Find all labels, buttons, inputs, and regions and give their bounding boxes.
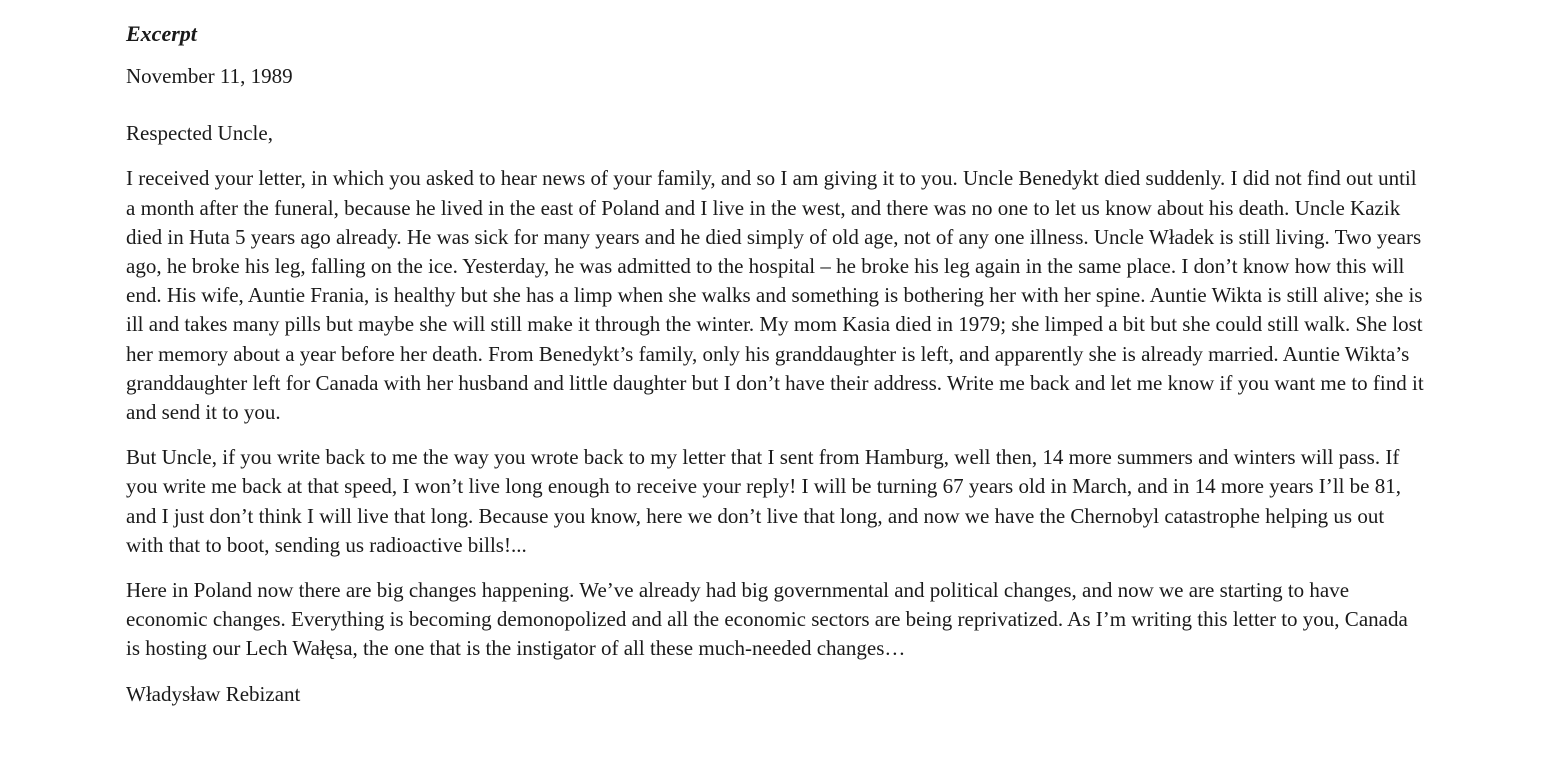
letter-excerpt [126, 18, 1426, 709]
paragraph-reply-request: But Uncle, if you write back to me the way you wrote back to my letter that I sent from Hamburg, well then, 14 more summers and winters will pass. If you write me back at that speed, I won’t live long enough to receive your reply! I will be turning 67 years old in March, and in 14 more years I’ll be 81, and I just don’t think I will live that long. Because you know, here we don’t live that long, and now we have the Chernobyl catastrophe helping us out with that to boot, sending us radioactive bills!... [126, 445, 1402, 557]
signature: Władysław Rebizant [126, 681, 301, 706]
paragraph-poland-changes: Here in Poland now there are big changes happening. We’ve already had big governmental and political changes, and now we are starting to have economic changes. Everything is becoming demonopolized and all the economic sectors are being reprivatized. As I’m writing this letter to you, Canada is hosting our Lech Wałęsa, the one that is the instigator of all these much-needed changes… [126, 578, 1408, 661]
letter-date: November 11, 1989 [126, 64, 293, 88]
paragraph-family-news: I received your letter, in which you asked to hear news of your family, and so I am giving it to you. Uncle Benedykt died suddenly. I did not find out until a month after the funeral, because he lived in the east of Poland and I live in the west, and there was no one to let us know about his death. Uncle Kazik died in Huta 5 years ago already. He was sick for many years and he died simply of old age, not of any one illness. Uncle Władek is still living. Two years ago, he broke his leg, falling on the ice. Yesterday, he was admitted to the hospital – he broke his leg again in the same place. I don’t know how this will end. His wife, Auntie Frania, is healthy but she has a limp when she walks and something is bothering her with her spine. Auntie Wikta is still alive; she is ill and takes many pills but maybe she will still make it through the winter. My mom Kasia died in 1979; she limped a bit but she could still walk. She lost her memory about a year before her death. From Benedykt’s family, only his granddaughter is left, and apparently she is already married. Auntie Wikta’s granddaughter left for Canada with her husband and little daughter but I don’t have their address. Write me back and let me know if you want me to find it and send it to you. [126, 166, 1424, 425]
excerpt-heading: Excerpt [126, 21, 197, 46]
salutation: Respected Uncle, [126, 121, 273, 146]
